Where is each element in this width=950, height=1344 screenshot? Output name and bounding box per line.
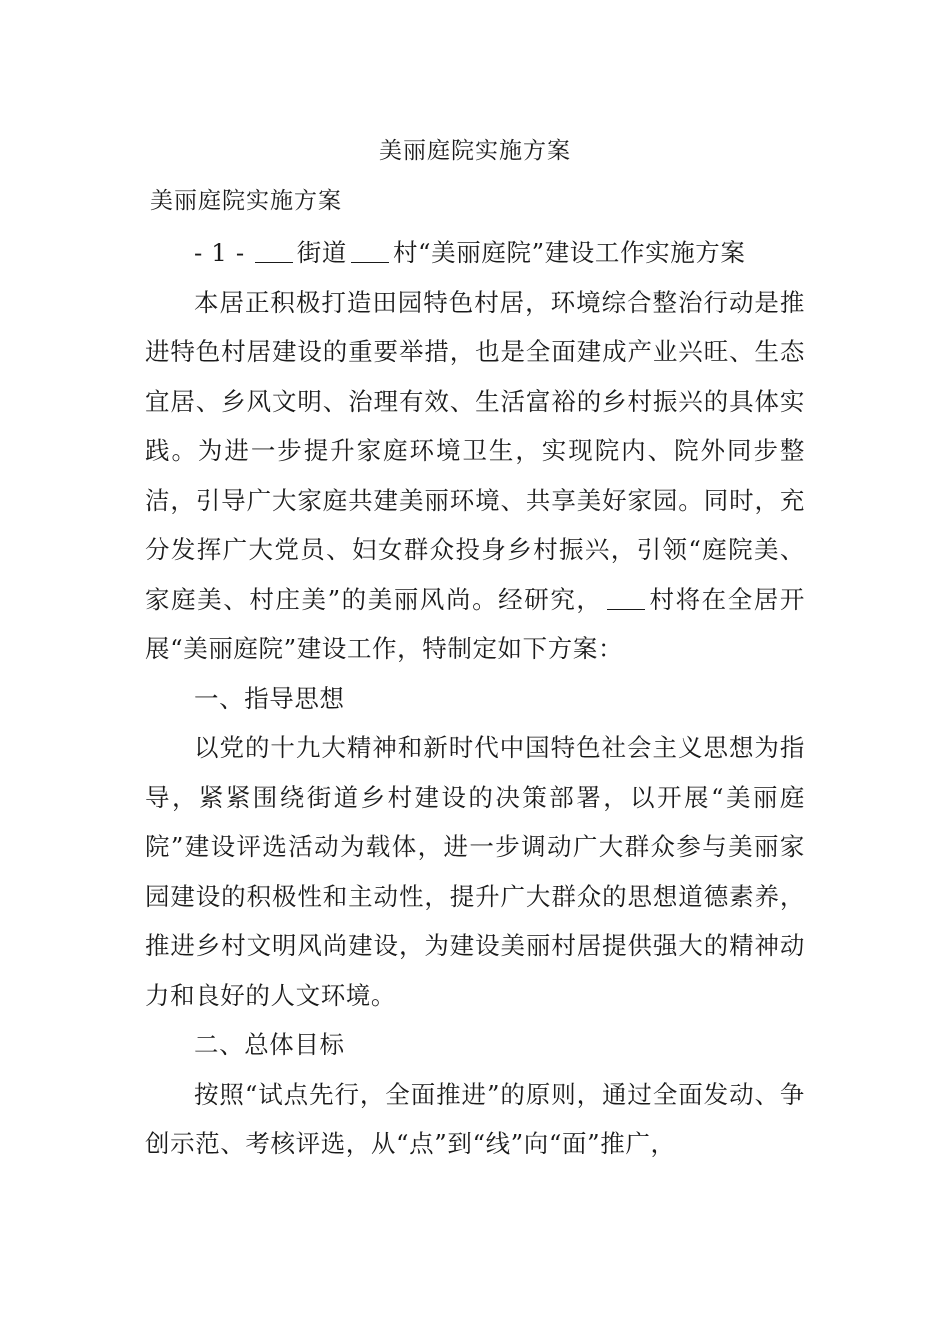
plan-header-street: 街道 [296, 238, 347, 267]
plan-header-line [145, 228, 805, 278]
intro-text-end: 村将在全居开展“美丽庭院”建设工作，特制定如下方案： [145, 584, 805, 663]
blank-field [255, 238, 293, 264]
section-paragraph-overall-goal: 按照“试点先行，全面推进”的原则，通过全面发动、争创示范、考核评选，从“点”到“线”向“面”推广， [145, 1079, 805, 1158]
page-number: - 1 - [194, 238, 245, 267]
plan-header-village: 村 [392, 238, 419, 267]
intro-paragraph [145, 278, 805, 674]
blank-field [351, 238, 389, 264]
document-body [145, 228, 805, 1169]
plan-header-title: “美丽庭院”建设工作实施方案 [418, 238, 746, 267]
intro-text: 本居正积极打造田园特色村居，环境综合整治行动是推进特色村居建设的重要举措，也是全面建成产业兴旺、生态宜居、乡风文明、治理有效、生活富裕的乡村振兴的具体实践。为进一步提升家庭环境卫生，实现院内、院外同步整洁，引导广大家庭共建美丽环境、共享美好家园。同时，充分发挥广大党员、妇女群众投身乡村振兴，引领“庭院美、家庭美、村庄美”的美丽风尚。经研究， [145, 287, 805, 614]
section-heading-overall-goal: 二、总体目标 [194, 1030, 345, 1059]
document-title: 美丽庭院实施方案 [379, 138, 571, 164]
document-subtitle: 美丽庭院实施方案 [150, 188, 342, 214]
blank-field [607, 584, 645, 610]
section-paragraph-guiding-thought: 以党的十九大精神和新时代中国特色社会主义思想为指导，紧紧围绕街道乡村建设的决策部署，以开展“美丽庭院”建设评选活动为载体，进一步调动广大群众参与美丽家园建设的积极性和主动性，提升广大群众的思想道德素养，推进乡村文明风尚建设，为建设美丽村居提供强大的精神动力和良好的人文环境。 [145, 733, 805, 1010]
section-heading-guiding-thought: 一、指导思想 [194, 683, 345, 713]
